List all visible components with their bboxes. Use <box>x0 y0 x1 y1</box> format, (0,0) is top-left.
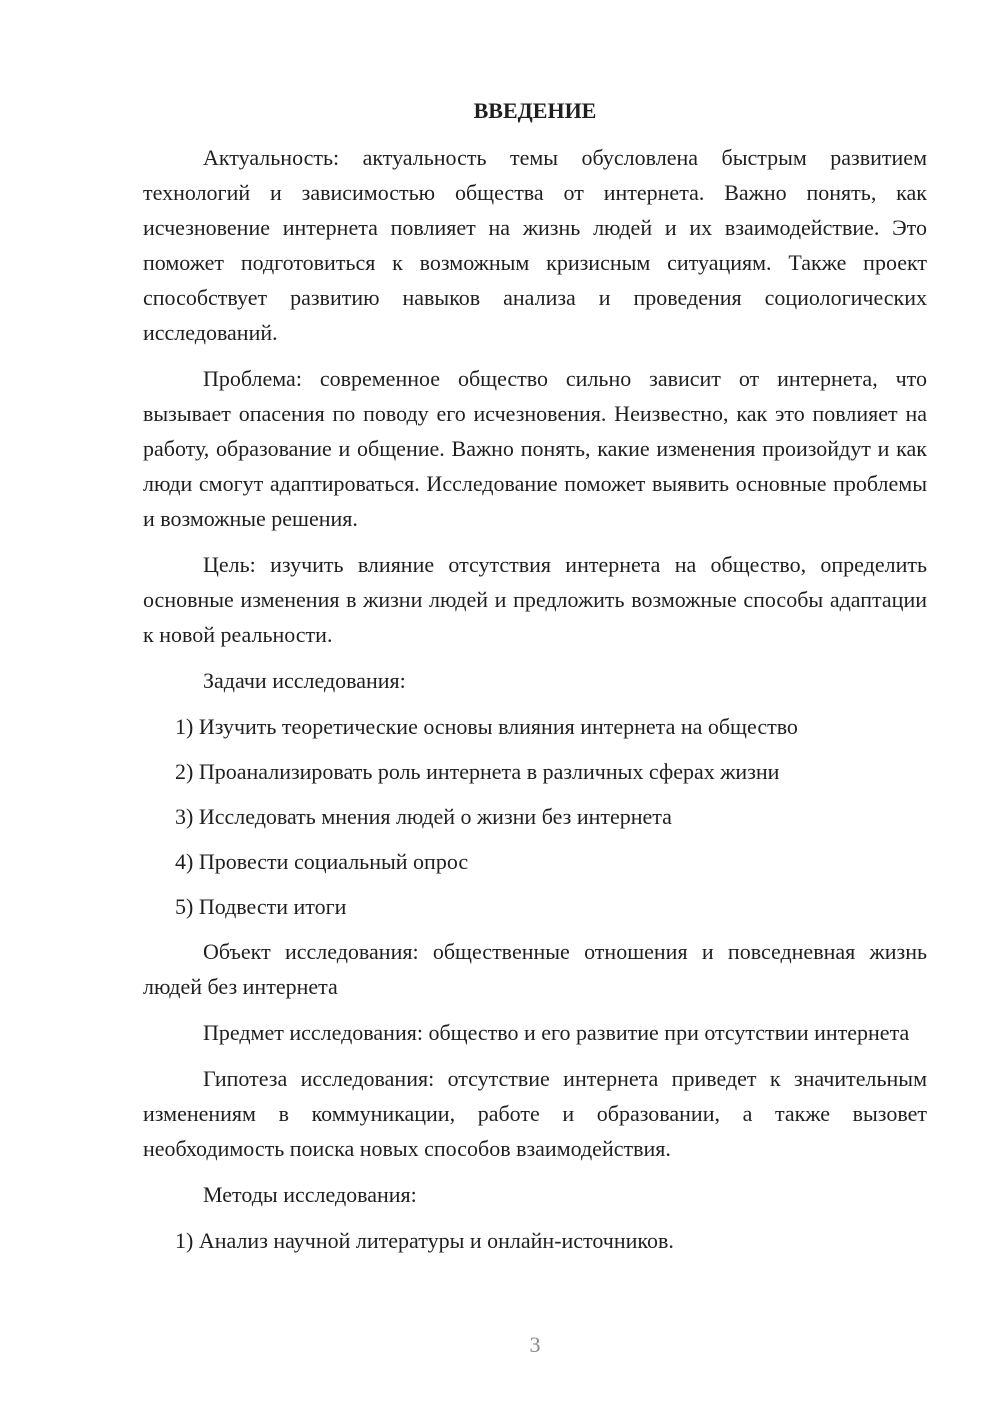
problem-paragraph: Проблема: современное общество сильно зависит от интернета, что вызывает опасения по поводу его исчезновения. Неизвестно, как это повлияет на работу, образование и общение. Важно понять, какие изменения произойдут и как люди смогут адаптироваться. Исследование поможет выявить основные проблемы и возможные решения. <box>143 366 927 531</box>
list-item: 4) Провести социальный опрос <box>175 849 469 874</box>
list-item: 2) Проанализировать роль интернета в различных сферах жизни <box>175 759 780 784</box>
tasks-title: Задачи исследования: <box>203 668 406 693</box>
document-page <box>143 96 927 1268</box>
goal-paragraph: Цель: изучить влияние отсутствия интернета на общество, определить основные изменения в жизни людей и предложить возможные способы адаптации к новой реальности. <box>143 552 927 647</box>
subject-paragraph: Предмет исследования: общество и его развитие при отсутствии интернета <box>203 1020 910 1045</box>
tasks-list <box>143 709 927 924</box>
list-item: 1) Изучить теоретические основы влияния интернета на общество <box>175 714 798 739</box>
page-number: 3 <box>529 1332 541 1357</box>
methods-list <box>143 1223 927 1258</box>
methods-title: Методы исследования: <box>203 1182 417 1207</box>
page-title: ВВЕДЕНИЕ <box>473 98 597 123</box>
list-item: 3) Исследовать мнения людей о жизни без интернета <box>175 804 672 829</box>
hypothesis-paragraph: Гипотеза исследования: отсутствие интернета приведет к значительным изменениям в коммуникации, работе и образовании, а также вызовет необходимость поиска новых способов взаимодействия. <box>143 1066 927 1161</box>
list-item: 5) Подвести итоги <box>175 894 347 919</box>
object-paragraph: Объект исследования: общественные отношения и повседневная жизнь людей без интернета <box>143 939 927 999</box>
list-item: 1) Анализ научной литературы и онлайн-источников. <box>175 1228 674 1253</box>
relevance-paragraph: Актуальность: актуальность темы обусловлена быстрым развитием технологий и зависимостью общества от интернета. Важно понять, как исчезновение интернета повлияет на жизнь людей и их взаимодействие. Это поможет подготовиться к возможным кризисным ситуациям. Также проект способствует развитию навыков анализа и проведения социологических исследований. <box>143 145 927 345</box>
